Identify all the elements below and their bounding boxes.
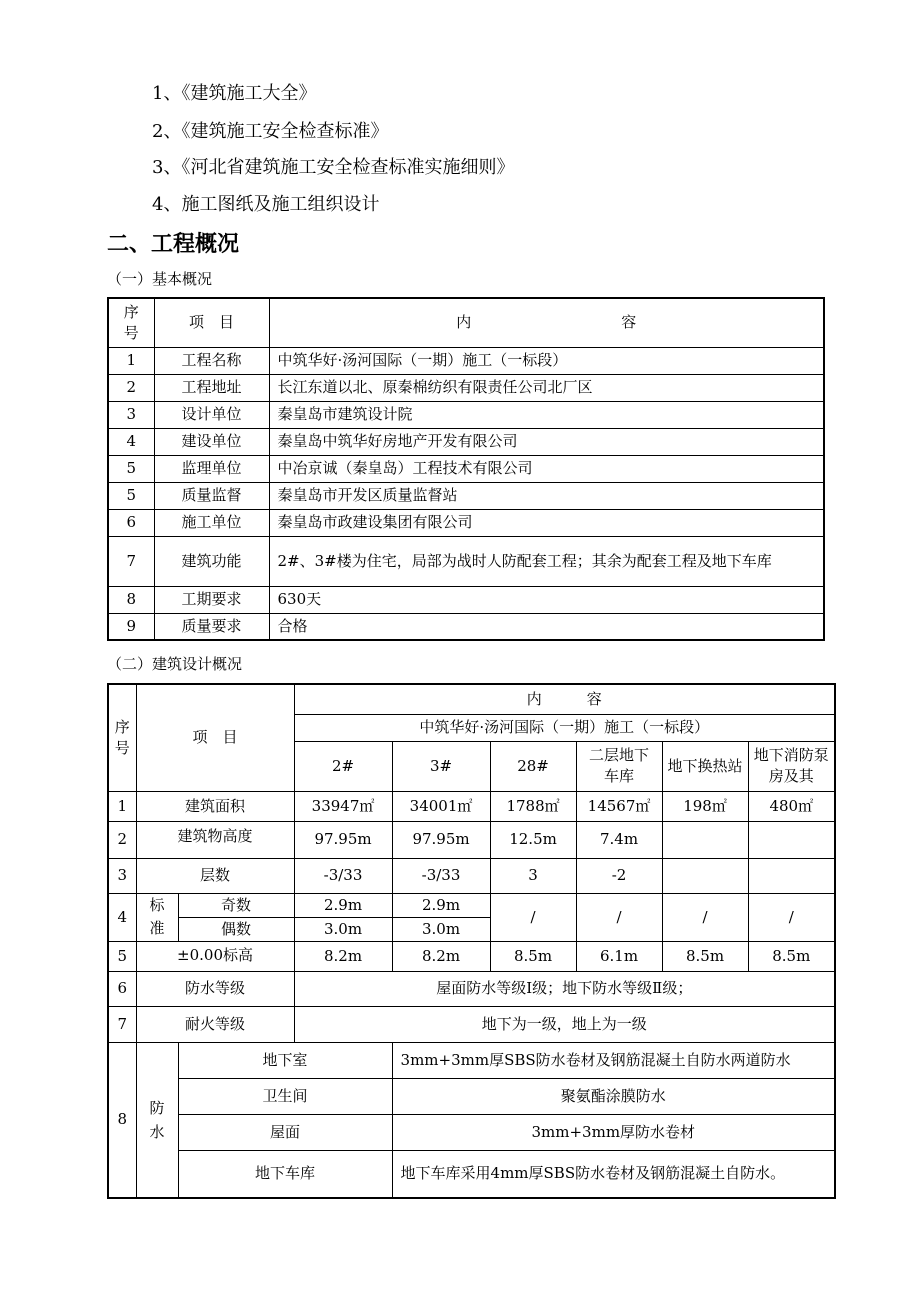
cell [748,821,835,858]
row-seq: 5 [108,941,136,971]
table-row [108,347,824,374]
row-item: 建设单位 [154,428,269,455]
project-name: 中筑华好·汤河国际（一期）施工（一标段） [294,714,835,741]
odd-label: 奇数 [178,893,294,917]
row-item: 质量要求 [154,613,269,640]
row-item: 工程地址 [154,374,269,401]
row-seq: 5 [108,482,154,509]
content-header: 内 容 [294,684,835,714]
row-content: 秦皇岛市建筑设计院 [269,401,824,428]
row-item: 工程名称 [154,347,269,374]
cell: / [748,893,835,941]
table-row [108,428,824,455]
cell: / [576,893,662,941]
waterproof-grade-row [108,971,835,1006]
cell: -2 [576,858,662,893]
cell: 2.9m [294,893,392,917]
row-label: 防水等级 [136,971,294,1006]
col-header: 地下消防泵房及其 [748,741,835,791]
row-seq: 6 [108,971,136,1006]
waterproof-part: 地下车库 [178,1150,392,1198]
row-label: 建筑面积 [136,791,294,821]
row-item: 施工单位 [154,509,269,536]
cell: 34001㎡ [392,791,490,821]
section-title: 二、工程概况 [107,232,240,257]
item-header: 项 目 [136,684,294,791]
table-row [108,482,824,509]
std-label: 标准 [136,893,178,941]
row-content: 秦皇岛市开发区质量监督站 [269,482,824,509]
cell: 屋面防水等级Ⅰ级；地下防水等级Ⅱ级； [294,971,835,1006]
row-seq: 2 [108,821,136,858]
cell: 8.2m [392,941,490,971]
cell: 3.0m [294,917,392,941]
row-label: 层数 [136,858,294,893]
row-seq: 8 [108,1042,136,1198]
row-label: ±0.00标高 [136,941,294,971]
row-item: 设计单位 [154,401,269,428]
row-seq: 4 [108,428,154,455]
waterproof-row [108,1042,835,1078]
waterproof-spec: 3mm+3mm厚SBS防水卷材及钢筋混凝土自防水两道防水 [392,1042,835,1078]
reference-4: 4、施工图纸及施工组织设计 [152,194,380,215]
row-seq: 9 [108,613,154,640]
std-odd-row [108,893,835,917]
design-overview-table [107,683,836,1199]
waterproof-part: 屋面 [178,1114,392,1150]
row-item: 监理单位 [154,455,269,482]
row-seq: 6 [108,509,154,536]
waterproof-part: 地下室 [178,1042,392,1078]
cell: 1788㎡ [490,791,576,821]
waterproof-row [108,1114,835,1150]
table-row [108,401,824,428]
floors-row [108,858,835,893]
basic-overview-table [107,297,825,641]
row-content: 长江东道以北、原秦棉纺织有限责任公司北厂区 [269,374,824,401]
waterproof-part: 卫生间 [178,1078,392,1114]
reference-3: 3、《河北省建筑施工安全检查标准实施细则》 [152,157,515,178]
row-seq: 5 [108,455,154,482]
reference-2: 2、《建筑施工安全检查标准》 [152,121,389,142]
col-header: 2# [294,741,392,791]
col-header: 二层地下车库 [576,741,662,791]
row-seq: 2 [108,374,154,401]
row-content: 秦皇岛中筑华好房地产开发有限公司 [269,428,824,455]
row-content: 中冶京诚（秦皇岛）工程技术有限公司 [269,455,824,482]
cell: / [490,893,576,941]
row-seq: 7 [108,536,154,586]
cell: 3.0m [392,917,490,941]
row-seq: 7 [108,1006,136,1042]
waterproof-label: 防水 [136,1042,178,1198]
table-row [108,613,824,640]
even-label: 偶数 [178,917,294,941]
col-header: 地下换热站 [662,741,748,791]
cell: -3/33 [392,858,490,893]
elevation-row [108,941,835,971]
cell: 33947㎡ [294,791,392,821]
cell: 8.5m [748,941,835,971]
row-label: 建筑物高度 [136,821,294,858]
row-item: 工期要求 [154,586,269,613]
cell: 97.95m [392,821,490,858]
fire-grade-row [108,1006,835,1042]
row-seq: 8 [108,586,154,613]
cell: 7.4m [576,821,662,858]
cell [662,821,748,858]
waterproof-spec: 3mm+3mm厚防水卷材 [392,1114,835,1150]
basic-header-row [108,298,824,347]
area-row [108,791,835,821]
row-seq: 1 [108,347,154,374]
cell: 480㎡ [748,791,835,821]
cell: 97.95m [294,821,392,858]
basic-subtitle: （一）基本概况 [107,270,213,288]
table-row [108,509,824,536]
cell [748,858,835,893]
content-header: 内 容 [269,298,824,347]
row-content: 秦皇岛市政建设集团有限公司 [269,509,824,536]
cell: 8.2m [294,941,392,971]
cell: 2.9m [392,893,490,917]
cell: / [662,893,748,941]
cell: 6.1m [576,941,662,971]
table-row [108,586,824,613]
cell: 14567㎡ [576,791,662,821]
height-row [108,821,835,858]
cell: 3 [490,858,576,893]
row-seq: 3 [108,401,154,428]
row-seq: 4 [108,893,136,941]
waterproof-spec: 地下车库采用4mm厚SBS防水卷材及钢筋混凝土自防水。 [392,1150,835,1198]
cell: -3/33 [294,858,392,893]
cell: 8.5m [662,941,748,971]
seq-header: 序号 [108,684,136,791]
table-row [108,374,824,401]
design-subtitle: （二）建筑设计概况 [107,655,243,673]
cell: 8.5m [490,941,576,971]
waterproof-row [108,1078,835,1114]
seq-header: 序号 [108,298,154,347]
cell: 198㎡ [662,791,748,821]
waterproof-spec: 聚氨酯涂膜防水 [392,1078,835,1114]
table-row [108,455,824,482]
row-content: 630天 [269,586,824,613]
row-content: 2#、3#楼为住宅，局部为战时人防配套工程；其余为配套工程及地下车库 [269,536,824,586]
design-header-row [108,684,835,714]
row-item: 建筑功能 [154,536,269,586]
row-seq: 3 [108,858,136,893]
cell: 12.5m [490,821,576,858]
row-label: 耐火等级 [136,1006,294,1042]
row-content: 合格 [269,613,824,640]
table-row [108,536,824,586]
row-seq: 1 [108,791,136,821]
row-content: 中筑华好·汤河国际（一期）施工（一标段） [269,347,824,374]
item-header: 项 目 [154,298,269,347]
row-item: 质量监督 [154,482,269,509]
col-header: 3# [392,741,490,791]
cell [662,858,748,893]
cell: 地下为一级，地上为一级 [294,1006,835,1042]
col-header: 28# [490,741,576,791]
reference-1: 1、《建筑施工大全》 [152,83,317,104]
waterproof-row [108,1150,835,1198]
